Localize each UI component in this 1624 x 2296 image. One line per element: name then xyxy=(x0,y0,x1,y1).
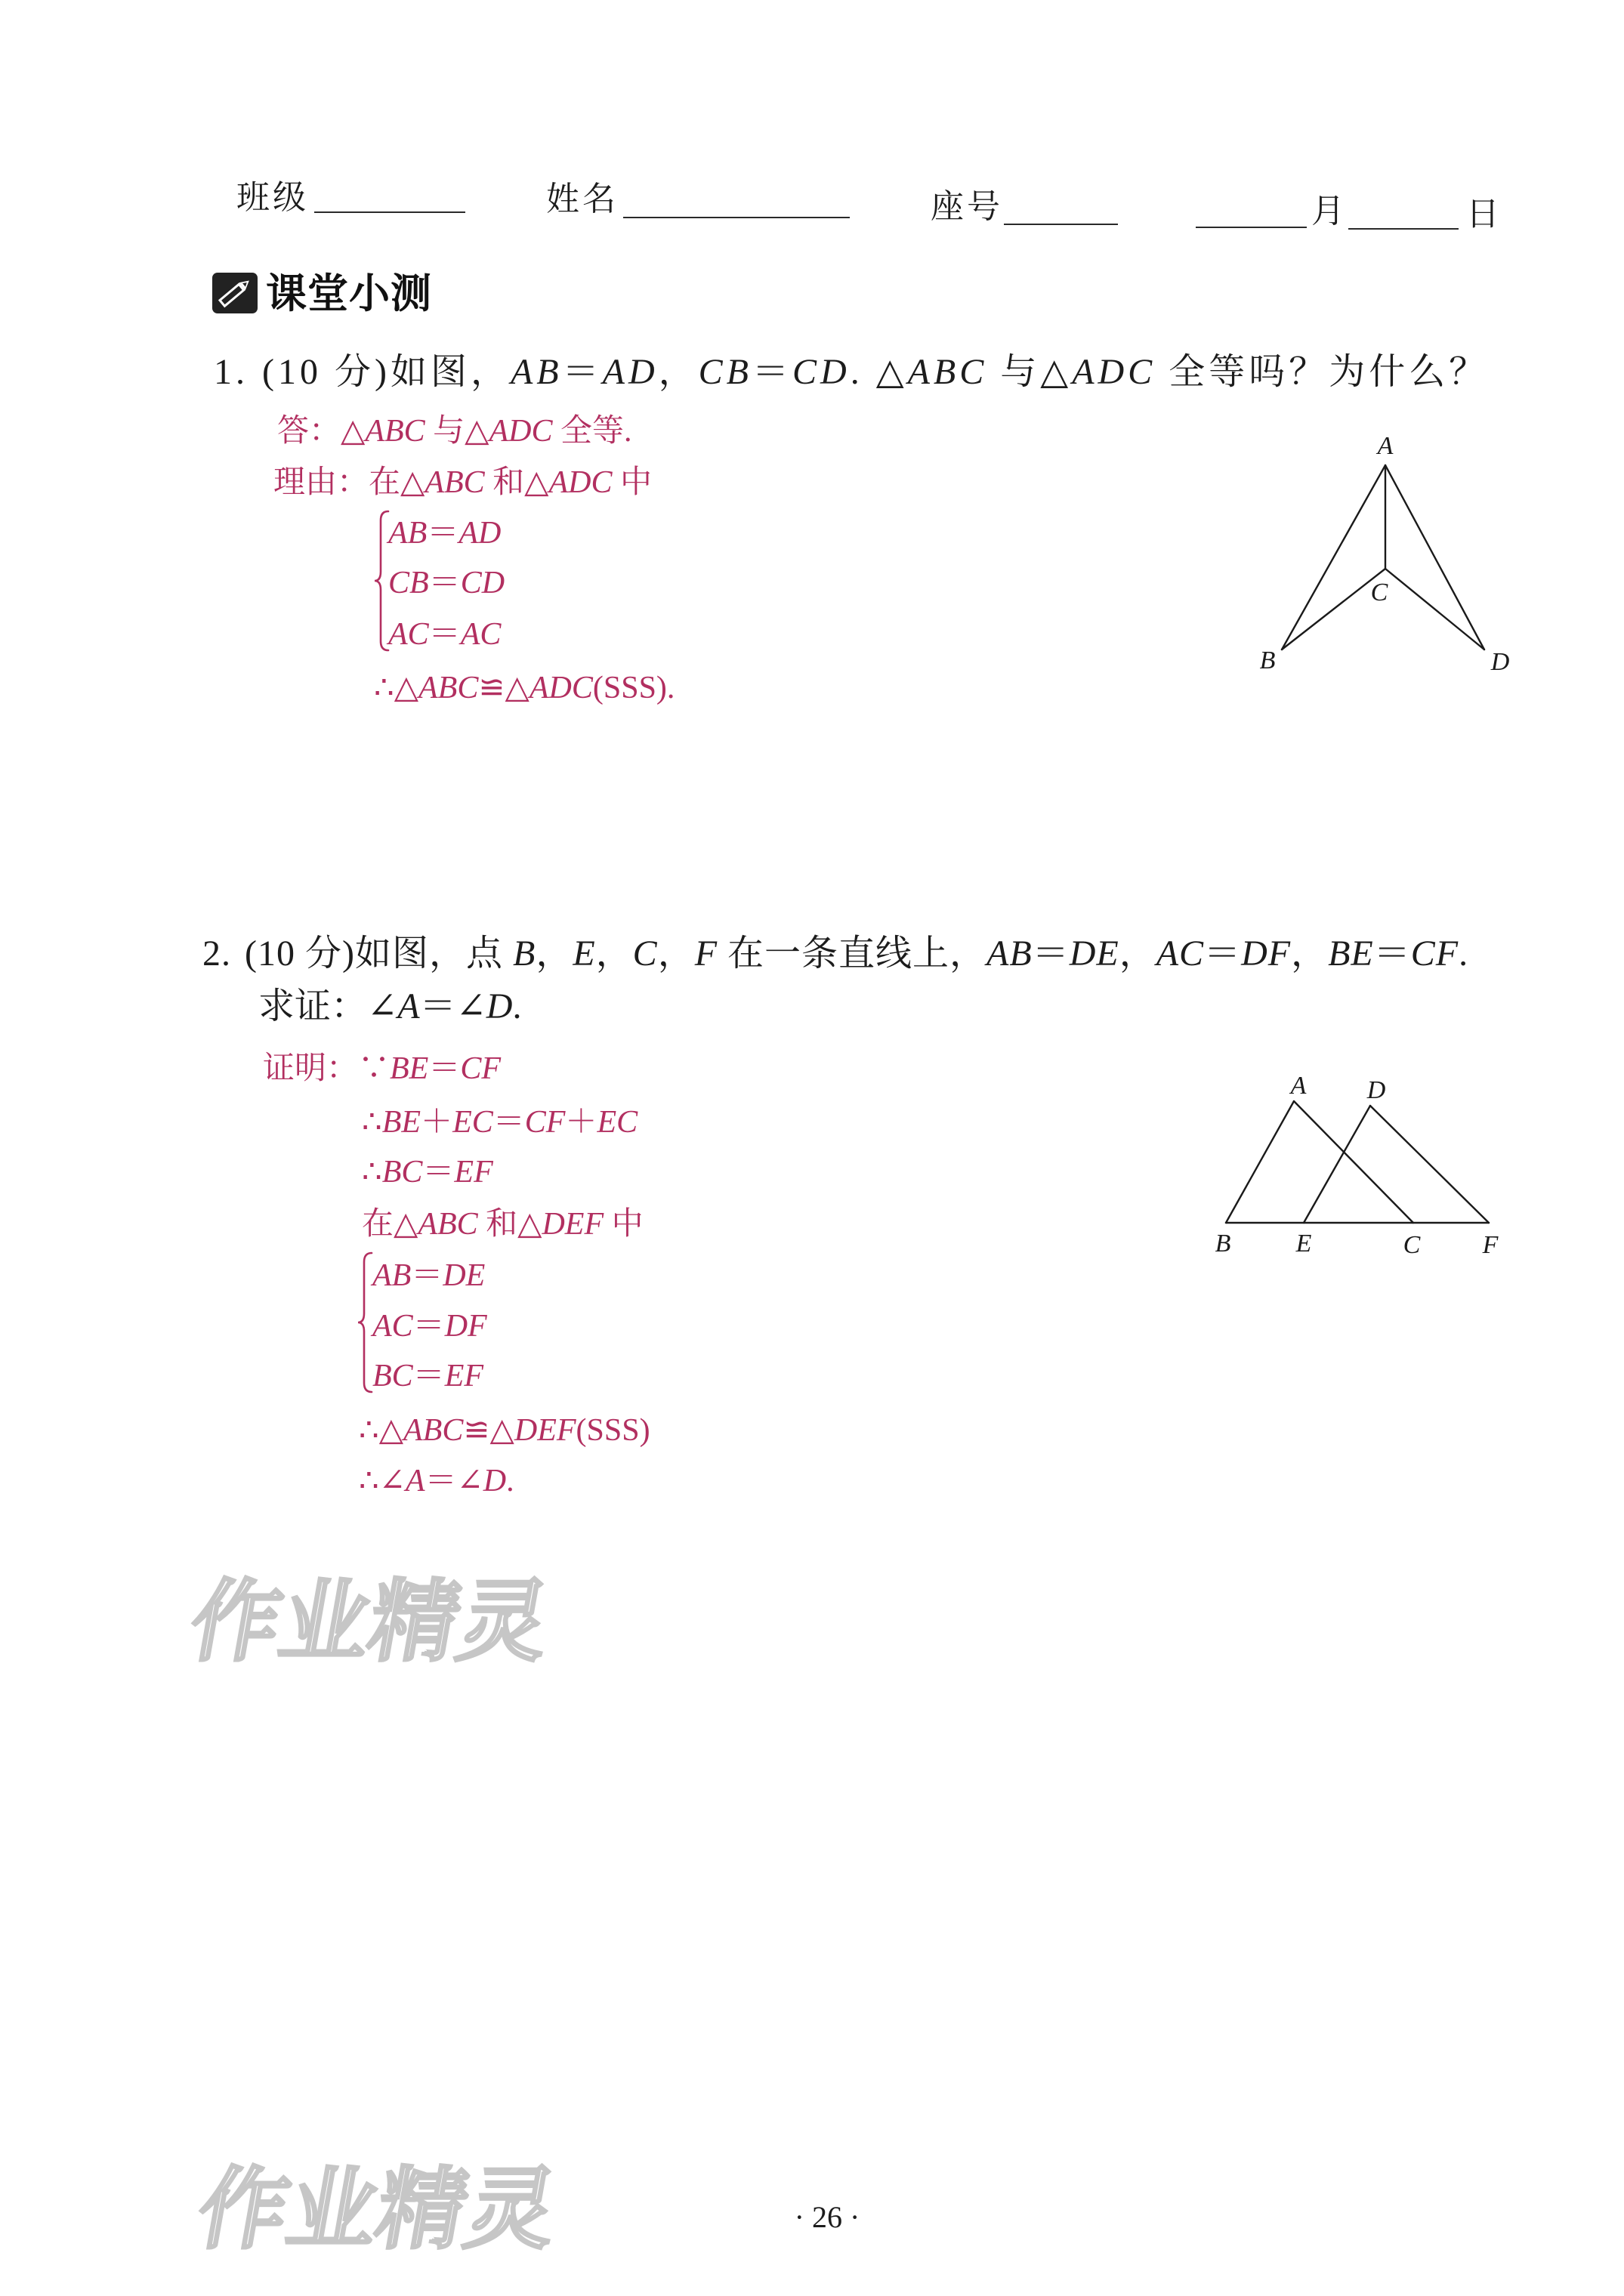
watermark: 作业精灵 xyxy=(190,2157,566,2261)
question-2-stem: (10 分)如图，点 B，E，C，F 在一条直线上，AB＝DE，AC＝DF，BE＝CF. xyxy=(245,934,1469,974)
math-variable: CD xyxy=(792,352,851,392)
math-variable: E xyxy=(573,934,596,974)
math-variable: BE xyxy=(1328,934,1374,974)
question-1-number: 1. xyxy=(214,352,249,392)
math-variable: CF xyxy=(524,1105,566,1140)
math-variable: AC xyxy=(388,617,429,652)
class-label: 班级 xyxy=(236,179,309,216)
brace-path xyxy=(358,1253,372,1392)
math-variable: D xyxy=(483,1464,507,1498)
answer-2-condition-1: AB＝DE xyxy=(372,1258,486,1293)
math-variable: AC xyxy=(372,1309,413,1344)
math-variable: AB xyxy=(388,516,428,551)
answer-1-conclusion: 答：△ABC 与△ADC 全等. xyxy=(277,414,632,449)
point-label-B: B xyxy=(1215,1230,1231,1258)
question-1-stem: (10 分)如图，AB＝AD，CB＝CD. △ABC 与△ADC 全等吗？为什么？ xyxy=(262,352,1490,392)
answer-1-result: ∴△ABC≌△ADC(SSS). xyxy=(374,671,675,705)
brace-path xyxy=(375,511,388,650)
page-number: · 26 · xyxy=(794,2200,860,2234)
point-label-D: D xyxy=(1490,648,1510,676)
segment-AB xyxy=(1282,465,1385,650)
math-variable: F xyxy=(694,934,718,974)
math-variable: ABC xyxy=(403,1413,464,1448)
question-2 xyxy=(202,933,1468,975)
math-variable: B xyxy=(512,934,536,974)
math-variable: DE xyxy=(443,1258,486,1293)
math-variable: BE xyxy=(381,1105,421,1140)
math-variable: AC xyxy=(460,617,502,652)
math-variable: DEF xyxy=(514,1413,576,1448)
math-variable: D xyxy=(486,986,513,1026)
pencil-icon xyxy=(211,272,258,314)
segment-BA xyxy=(1226,1101,1294,1223)
question-2-number: 2. xyxy=(202,934,231,974)
seat-blank xyxy=(1004,224,1118,225)
segment-ED xyxy=(1304,1106,1370,1223)
point-label-F: F xyxy=(1482,1231,1499,1259)
point-label-B: B xyxy=(1259,647,1276,674)
math-variable: ADC xyxy=(548,465,613,500)
math-variable: C xyxy=(632,934,658,974)
name-label: 姓名 xyxy=(546,181,619,218)
math-variable: ADC xyxy=(529,671,593,705)
math-variable: ABC xyxy=(907,352,988,392)
math-variable: CF xyxy=(460,1051,502,1086)
class-blank xyxy=(314,211,465,213)
figure-2 xyxy=(1201,1065,1518,1261)
math-variable: ABC xyxy=(418,1207,478,1242)
math-variable: BC xyxy=(381,1155,423,1190)
math-variable: AB xyxy=(986,934,1033,974)
seat-label: 座号 xyxy=(931,188,1003,225)
math-variable: CD xyxy=(460,566,505,600)
answer-2-step-3: 在△ABC 和△DEF 中 xyxy=(362,1207,644,1242)
question-1 xyxy=(214,351,1489,393)
segment-CD xyxy=(1385,569,1484,650)
math-variable: ABC xyxy=(418,671,479,705)
math-variable: A xyxy=(405,1464,425,1498)
answer-2-result-1: ∴△ABC≌△DEF(SSS) xyxy=(359,1413,650,1448)
segment-AC xyxy=(1294,1101,1413,1223)
math-variable: AB xyxy=(372,1258,412,1293)
answer-2-condition-3: BC＝EF xyxy=(372,1359,483,1393)
math-variable: ABC xyxy=(425,465,485,500)
math-variable: ABC xyxy=(365,414,425,449)
math-variable: DF xyxy=(1241,934,1292,974)
answer-2-condition-2: AC＝DF xyxy=(372,1309,487,1344)
month-blank xyxy=(1196,227,1307,228)
answer-1-condition-2: CB＝CD xyxy=(388,566,505,600)
point-label-E: E xyxy=(1295,1230,1312,1258)
answer-2-proof-intro: 证明：∵BE＝CF xyxy=(263,1051,502,1086)
section-title: 课堂小测 xyxy=(266,270,432,317)
math-variable: AD xyxy=(602,352,659,392)
math-variable: A xyxy=(397,986,420,1026)
math-variable: CB xyxy=(388,566,429,600)
segment-BC xyxy=(1282,569,1385,650)
point-label-C: C xyxy=(1370,579,1388,606)
question-2-prove: 求证：∠A＝∠D. xyxy=(258,986,522,1026)
answer-1-condition-1: AB＝AD xyxy=(388,516,502,551)
math-variable: ADC xyxy=(1072,352,1156,392)
point-label-A: A xyxy=(1377,432,1394,460)
point-label-A: A xyxy=(1290,1072,1307,1100)
answer-2-step-2: ∴BC＝EF xyxy=(362,1155,493,1190)
watermark: 作业精灵 xyxy=(182,1569,558,1674)
math-variable: EF xyxy=(454,1155,493,1190)
math-variable: DE xyxy=(1069,934,1119,974)
answer-2-result-2: ∴∠A＝∠D. xyxy=(359,1464,514,1498)
point-label-C: C xyxy=(1403,1231,1421,1259)
math-variable: AD xyxy=(458,516,502,551)
answer-1-reason-intro: 理由：在△ABC 和△ADC 中 xyxy=(273,465,652,500)
math-variable: CB xyxy=(698,352,752,392)
math-variable: BC xyxy=(372,1359,413,1393)
figure-1 xyxy=(1239,423,1526,680)
segment-DF xyxy=(1370,1106,1489,1223)
math-variable: DEF xyxy=(542,1207,604,1242)
answer-1-condition-3: AC＝AC xyxy=(388,617,502,652)
math-variable: EF xyxy=(444,1359,483,1393)
math-variable: EC xyxy=(452,1105,493,1140)
segment-AD xyxy=(1385,465,1484,650)
math-variable: AC xyxy=(1156,934,1205,974)
day-label: 日 xyxy=(1466,196,1502,233)
math-variable: AB xyxy=(510,352,563,392)
math-variable: CF xyxy=(1410,934,1459,974)
math-variable: EC xyxy=(597,1105,638,1140)
math-variable: DF xyxy=(444,1309,487,1344)
day-blank xyxy=(1348,228,1459,230)
name-blank xyxy=(623,217,850,218)
month-label: 月 xyxy=(1311,193,1348,230)
point-label-D: D xyxy=(1366,1076,1386,1104)
answer-2-step-1: ∴BE＋EC＝CF＋EC xyxy=(362,1105,638,1140)
math-variable: ADC xyxy=(489,414,553,449)
math-variable: BE xyxy=(390,1051,429,1086)
